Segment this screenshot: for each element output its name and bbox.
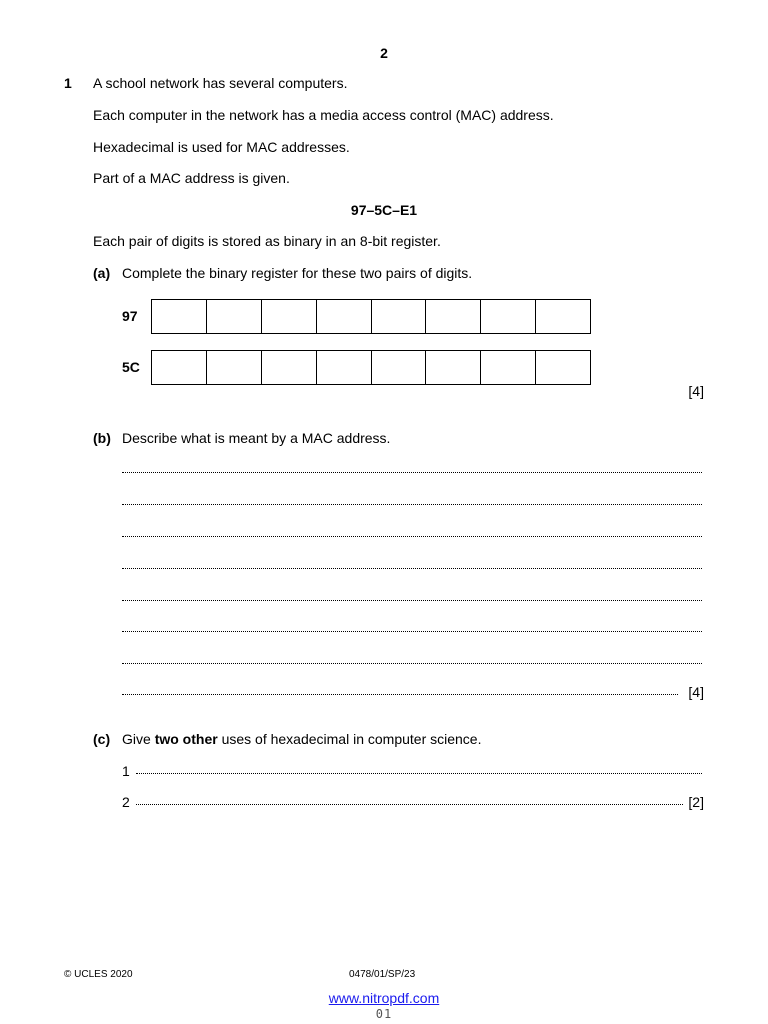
answer-line[interactable] [122, 631, 702, 632]
intro-line-2: Each computer in the network has a media access control (MAC) address. [93, 107, 554, 123]
part-c-text-bold: two other [154, 731, 218, 747]
answer-line[interactable] [122, 663, 702, 664]
intro-line-1: A school network has several computers. [93, 75, 348, 91]
bit-cell[interactable] [317, 300, 372, 333]
register-note: Each pair of digits is stored as binary in an 8-bit register. [93, 233, 441, 249]
bit-cell[interactable] [152, 300, 207, 333]
part-c-text [122, 731, 482, 747]
intro-line-3: Hexadecimal is used for MAC addresses. [93, 139, 350, 155]
page-code: 01 [375, 1007, 393, 1021]
part-c-label: (c) [93, 731, 111, 747]
bit-cell[interactable] [481, 351, 536, 384]
answer-number-1: 1 [122, 763, 130, 779]
intro-line-4: Part of a MAC address is given. [93, 170, 290, 186]
register-97[interactable] [151, 299, 591, 334]
part-b-marks: [4] [688, 684, 704, 700]
answer-number-2: 2 [122, 794, 130, 810]
answer-line[interactable] [136, 773, 702, 774]
bit-cell[interactable] [536, 300, 590, 333]
part-c-text-before: Give [122, 731, 155, 747]
register-5c[interactable] [151, 350, 591, 385]
part-c-text-after: uses of hexadecimal in computer science. [217, 731, 482, 747]
mac-address-code: 97–5C–E1 [350, 202, 418, 218]
bit-cell[interactable] [372, 351, 427, 384]
bit-cell[interactable] [372, 300, 427, 333]
bit-cell[interactable] [152, 351, 207, 384]
answer-line[interactable] [122, 472, 702, 473]
part-c-marks: [2] [688, 794, 704, 810]
bit-cell[interactable] [207, 300, 262, 333]
part-b-text: Describe what is meant by a MAC address. [122, 430, 391, 446]
bit-cell[interactable] [317, 351, 372, 384]
answer-line[interactable] [122, 694, 678, 695]
bit-cell[interactable] [426, 300, 481, 333]
paper-code: 0478/01/SP/23 [349, 969, 416, 980]
question-number: 1 [64, 75, 72, 91]
bit-cell[interactable] [207, 351, 262, 384]
answer-line[interactable] [122, 504, 702, 505]
bit-cell[interactable] [536, 351, 590, 384]
part-a-label: (a) [93, 265, 111, 281]
answer-line[interactable] [136, 804, 683, 805]
website-link[interactable]: www.nitropdf.com [328, 990, 440, 1006]
copyright: © UCLES 2020 [64, 969, 133, 980]
part-a-text: Complete the binary register for these two pairs of digits. [122, 265, 473, 281]
bit-cell[interactable] [426, 351, 481, 384]
register-5c-label: 5C [122, 359, 140, 375]
page-number: 2 [380, 45, 388, 61]
answer-line[interactable] [122, 600, 702, 601]
register-97-label: 97 [122, 308, 138, 324]
part-a-marks: [4] [688, 383, 704, 399]
answer-line[interactable] [122, 568, 702, 569]
bit-cell[interactable] [262, 351, 317, 384]
part-b-label: (b) [93, 430, 111, 446]
answer-line[interactable] [122, 536, 702, 537]
bit-cell[interactable] [262, 300, 317, 333]
bit-cell[interactable] [481, 300, 536, 333]
